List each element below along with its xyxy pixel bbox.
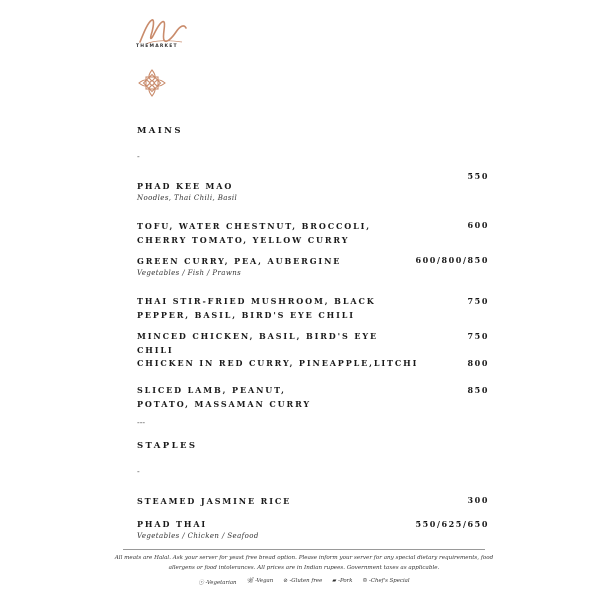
chefs-special-icon: ☺ — [362, 578, 370, 584]
item-name: SLICED LAMB, PEANUT, POTATO, MASSAMAN CURRY — [137, 385, 312, 409]
legend-vegan: 🌿︎ -Vegan — [246, 578, 274, 584]
item-name: PHAD KEE MAO — [137, 181, 234, 191]
item-price: 550 — [467, 171, 489, 181]
item-price: 300 — [467, 495, 489, 505]
section-separator: --- — [137, 418, 146, 427]
legend-pork: ▰ -Pork — [332, 578, 353, 584]
section-dash: - — [137, 152, 140, 161]
pork-icon: ▰ — [332, 578, 339, 584]
item-price: 600 — [467, 220, 489, 230]
item-price: 550/625/650 — [415, 519, 489, 529]
legend-vegetarian: ⓥ -Vegetarian — [198, 580, 237, 586]
item-price: 750 — [467, 296, 489, 306]
item-name: TOFU, WATER CHESTNUT, BROCCOLI, CHERRY TOMATO, YELLOW CURRY — [137, 221, 371, 245]
footer-divider — [123, 549, 485, 550]
item-name: CHICKEN IN RED CURRY, PINEAPPLE,LITCHI — [137, 358, 419, 368]
footer-note: All meats are Halal. Ask your server for yeast free bread option. Please inform your server for any special dietary requirements, food allergens or food intolerances. All prices are in Indian rupees. Government taxes as applicable. — [114, 555, 494, 571]
item-description: Noodles, Thai Chili, Basil — [137, 194, 238, 202]
legend-gluten-free: ⊘ -Gluten free — [283, 578, 323, 584]
item-price: 800 — [467, 358, 489, 368]
item-description: Vegetables / Fish / Prawns — [137, 269, 242, 277]
item-description: Vegetables / Chicken / Seafood — [137, 532, 259, 540]
item-name: MINCED CHICKEN, BASIL, BIRD'S EYE CHILI — [137, 331, 378, 355]
item-name: PHAD THAI — [137, 519, 208, 529]
item-price: 750 — [467, 331, 489, 341]
section-title-mains: MAINS — [137, 126, 183, 136]
item-name: GREEN CURRY, PEA, AUBERGINE — [137, 256, 342, 266]
legend-chefs-special: ☺ -Chef's Special — [362, 578, 410, 584]
item-price: 600/800/850 — [415, 255, 489, 265]
gluten-free-icon: ⊘ — [283, 578, 290, 584]
dietary-legend — [114, 578, 494, 586]
item-name: STEAMED JASMINE RICE — [137, 496, 292, 506]
section-dash: - — [137, 467, 140, 476]
section-title-staples: STAPLES — [137, 441, 198, 451]
lotus-motif-icon — [137, 68, 167, 98]
vegan-icon: 🌿︎ — [246, 578, 256, 584]
item-price: 850 — [467, 385, 489, 395]
vegetarian-icon: ⓥ — [198, 580, 206, 586]
brand-logo-text: THEMARKET — [136, 44, 178, 49]
item-name: THAI STIR-FRIED MUSHROOM, BLACK PEPPER, BASIL, BIRD'S EYE CHILI — [137, 296, 376, 320]
